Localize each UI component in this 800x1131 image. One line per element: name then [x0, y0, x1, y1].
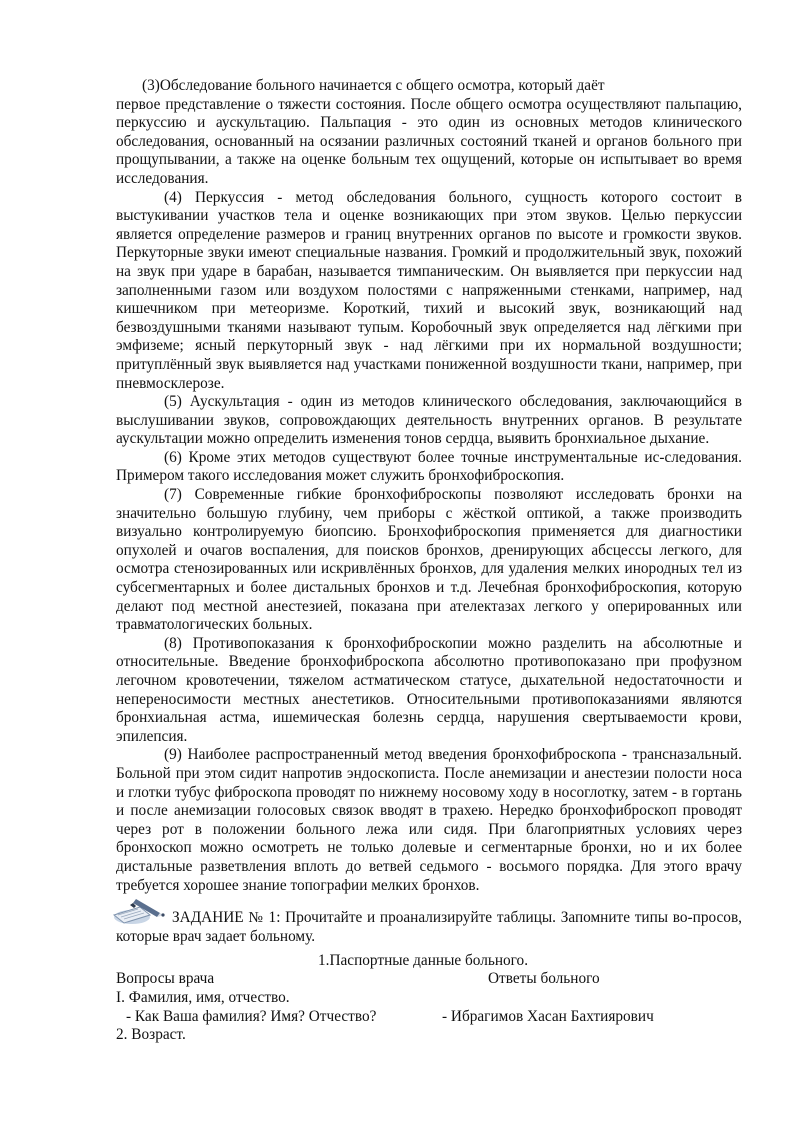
table-item-2: 2. Возраст.	[116, 1026, 186, 1043]
patient-answer-1: - Ибрагимов Хасан Бахтиярович	[442, 1008, 654, 1025]
task-block	[116, 909, 742, 946]
table-item-1: I. Фамилия, имя, отчество.	[116, 989, 290, 1006]
paragraph-4: (4) Перкуссия - метод обследования больного, сущность которого состоит в выстукивании участков тела и оценке возникающих при этом звуков. Целью перкуссии является определение размеров и границ внутренних органов по высоте и громкости звуков. Перкуторные звуки имеют специальные названия. Громкий и продолжительный звук, похожий на звук при ударе в барабан, называется тимпаническим. Он выявляется при перкуссии над заполненными газом или воздухом полостями с напряженными стенками, например, над кишечником при метеоризме. Короткий, тихий и высокий звук, возникающий над безвоздушными тканями называют тупым. Коробочный звук определяется над лёгкими при эмфиземе; ясный перкуторный звук - над лёгкими при их нормальной воздушности; притуплённый звук выявляется над участками пониженной воздушности ткани, например, при пневмосклерозе.	[116, 188, 742, 392]
body-text	[116, 77, 742, 895]
paragraph-7: (7) Современные гибкие бронхофиброскопы позволяют исследовать бронхи на значительно большую глубину, чем приборы с жёсткой оптикой, а также производить визуально контролируемую биопсию. Бронхофиброскопия применяется для диагностики опухолей и очагов воспаления, для поисков бронхов, дренирующих абсцессы легкого, для осмотра стенозированных или искривлённых бронхов, для удаления мелких инородных тел из субсегментарных и более дистальных бронхов и т.д. Лечебная бронхофиброскопия, которую делают под местной анестезией, показана при ателектазах легкого у оперированных или травматологических больных.	[116, 486, 742, 634]
paragraph-6: (6) Кроме этих методов существуют более точные инструментальные ис-следования. Примером такого исследования может служить бронхофиброскопия.	[116, 448, 742, 485]
paragraph-5: (5) Аускультация - один из методов клинического обследования, заключающийся в выслушивании звуков, сопровождающих деятельность внутренних органов. В результате аускультации можно определить изменения тонов сердца, выявить бронхиальное дыхание.	[116, 393, 742, 448]
task-instruction: ЗАДАНИЕ № 1: Прочитайте и проанализируйте таблицы. Запомните типы во-просов, которые врач задает больному.	[116, 909, 742, 945]
column-header-patient-answers: Ответы больного	[488, 970, 600, 987]
column-header-doctor-questions: Вопросы врача	[116, 970, 215, 987]
table-title: 1.Паспортные данные больного.	[318, 952, 529, 969]
doctor-question-1: - Как Ваша фамилия? Имя? Отчество?	[126, 1008, 377, 1025]
paragraph-9: (9) Наиболее распространенный метод введения бронхофиброскопа - трансназальный. Больной при этом сидит напротив эндоскописта. После анемизации и анестезии полости носа и глотки тубус фиброскопа проводят по нижнему носовому ходу в носоглотку, затем - в гортань и после анемизации голосовых связок вводят в трахею. Нередко бронхофиброскоп проводят через рот в положении больного лежа или сидя. При благоприятных условиях через бронхоскоп можно осмотреть не только долевые и сегментарные бронхи, но и их более дистальные разветвления вплоть до ветвей седьмого - восьмого порядка. Для этого врачу требуется хорошее знание топографии мелких бронхов.	[116, 746, 742, 894]
paragraph-8: (8) Противопоказания к бронхофиброскопии можно разделить на абсолютные и относительные. Введение бронхофиброскопа абсолютно противопоказано при профузном легочном кровотечении, тяжелом астматическом статусе, дыхательной недостаточности и непереносимости местных анестетиков. Относительными противопоказаниями являются бронхиальная астма, ишемическая болезнь сердца, нарушения свертываемости крови, эпилепсия.	[116, 634, 742, 745]
paragraph-3: первое представление о тяжести состояния. После общего осмотра осуществляют пальпацию, перкуссию и аускультацию. Пальпация - это один из основных методов клинического обследования, основанный на осязании различных состояний тканей и органов больного при прощупывании, а также на оценке больным тех ощущений, которые он испытывает во время исследования.	[116, 95, 742, 187]
paragraph-3-first-line: (3)Обследование больного начинается с общего осмотра, который даёт	[142, 77, 605, 94]
